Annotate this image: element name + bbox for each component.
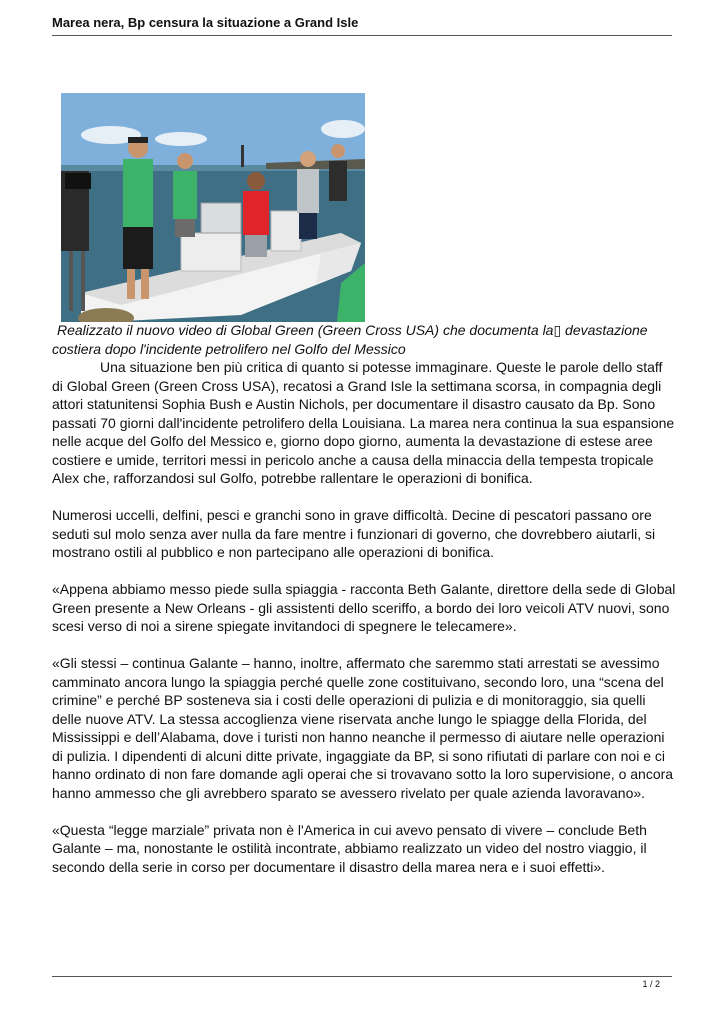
photo-caption: Realizzato il nuovo video di Global Green (Green Cross USA) che documenta la▯ devastazione costiera dopo l'incidente petrolifero nel Golfo del Messico [52, 322, 648, 357]
article-body [52, 358, 677, 895]
page-number: 1 / 2 [642, 979, 660, 989]
article-paragraph: «Questa “legge marziale” privata non è l'America in cui avevo pensato di vivere – conclude Beth Galante – ma, nonostante le ostilità incontrate, abbiamo realizzato un video del nostro viaggio, il secondo della serie in corso per documentare il disastro della marea nera e i suoi effetti». [52, 821, 647, 875]
article-photo [61, 93, 365, 322]
page-footer [52, 976, 672, 989]
article-paragraph: «Appena abbiamo messo piede sulla spiaggia - racconta Beth Galante, direttore della sede di Global Green presente a New Orleans - gli assistenti dello sceriffo, a bordo dei loro veicoli ATV nuovi, sono scesi verso di noi a sirene spiegate invitandoci di spegnere le telecamere». [52, 581, 676, 634]
boat-photo-illustration [61, 93, 365, 322]
document-title: Marea nera, Bp censura la situazione a Grand Isle [52, 15, 359, 30]
page-header [52, 15, 672, 36]
article-paragraph: «Gli stessi – continua Galante – hanno, inoltre, affermato che saremmo stati arrestati se avessimo camminato ancora lungo la spiaggia perché quelle zone costituivano, secondo loro, una “scena del crimine” e perché BP sosteneva sia i costi delle operazioni di pulizia e di monitoraggio, sia quelli delle nuove ATV. La stessa accoglienza viene riservata anche lungo le spiagge della Florida, del Mississippi e dell’Alabama, dove i turisti non hanno neanche il permesso di aiutare nelle operazioni di pulizia. I dipendenti di alcuni ditte private, ingaggiate da BP, si sono rifiutati di parlare con noi e ci hanno ordinato di non fare domande agli operai che si trovavano sotto la loro supervisione, o ancora hanno ammesso che gli avrebbero sparato se avessero rivelato per quale azienda lavoravano». [52, 655, 674, 801]
article-paragraph: Numerosi uccelli, delfini, pesci e granchi sono in grave difficoltà. Decine di pescatori passano ore seduti sul molo senza aver nulla da fare mentre i funzionari di governo, che dovrebbero aiutarli, si mostrano ostili al pubblico e non partecipano alle operazioni di bonifica. [52, 507, 656, 560]
article-paragraph: Una situazione ben più critica di quanto si potesse immaginare. Queste le parole dello staff di Global Green (Green Cross USA), recatosi a Grand Isle la settimana scorsa, in compagnia degli attori statunitensi Sophia Bush e Austin Nichols, per documentare il disastro causato da Bp. Sono passati 70 giorni dall'incidente petrolifero della Louisiana. La marea nera continua la sua espansione nelle acque del Golfo del Messico e, giorno dopo giorno, aumenta la devastazione di estese aree costiere e umide, territori messi in pericolo anche a causa della minaccia della tempesta tropicale Alex che, rafforzandosi sul Golfo, potrebbe rallentare le operazioni di bonifica. [52, 359, 675, 486]
